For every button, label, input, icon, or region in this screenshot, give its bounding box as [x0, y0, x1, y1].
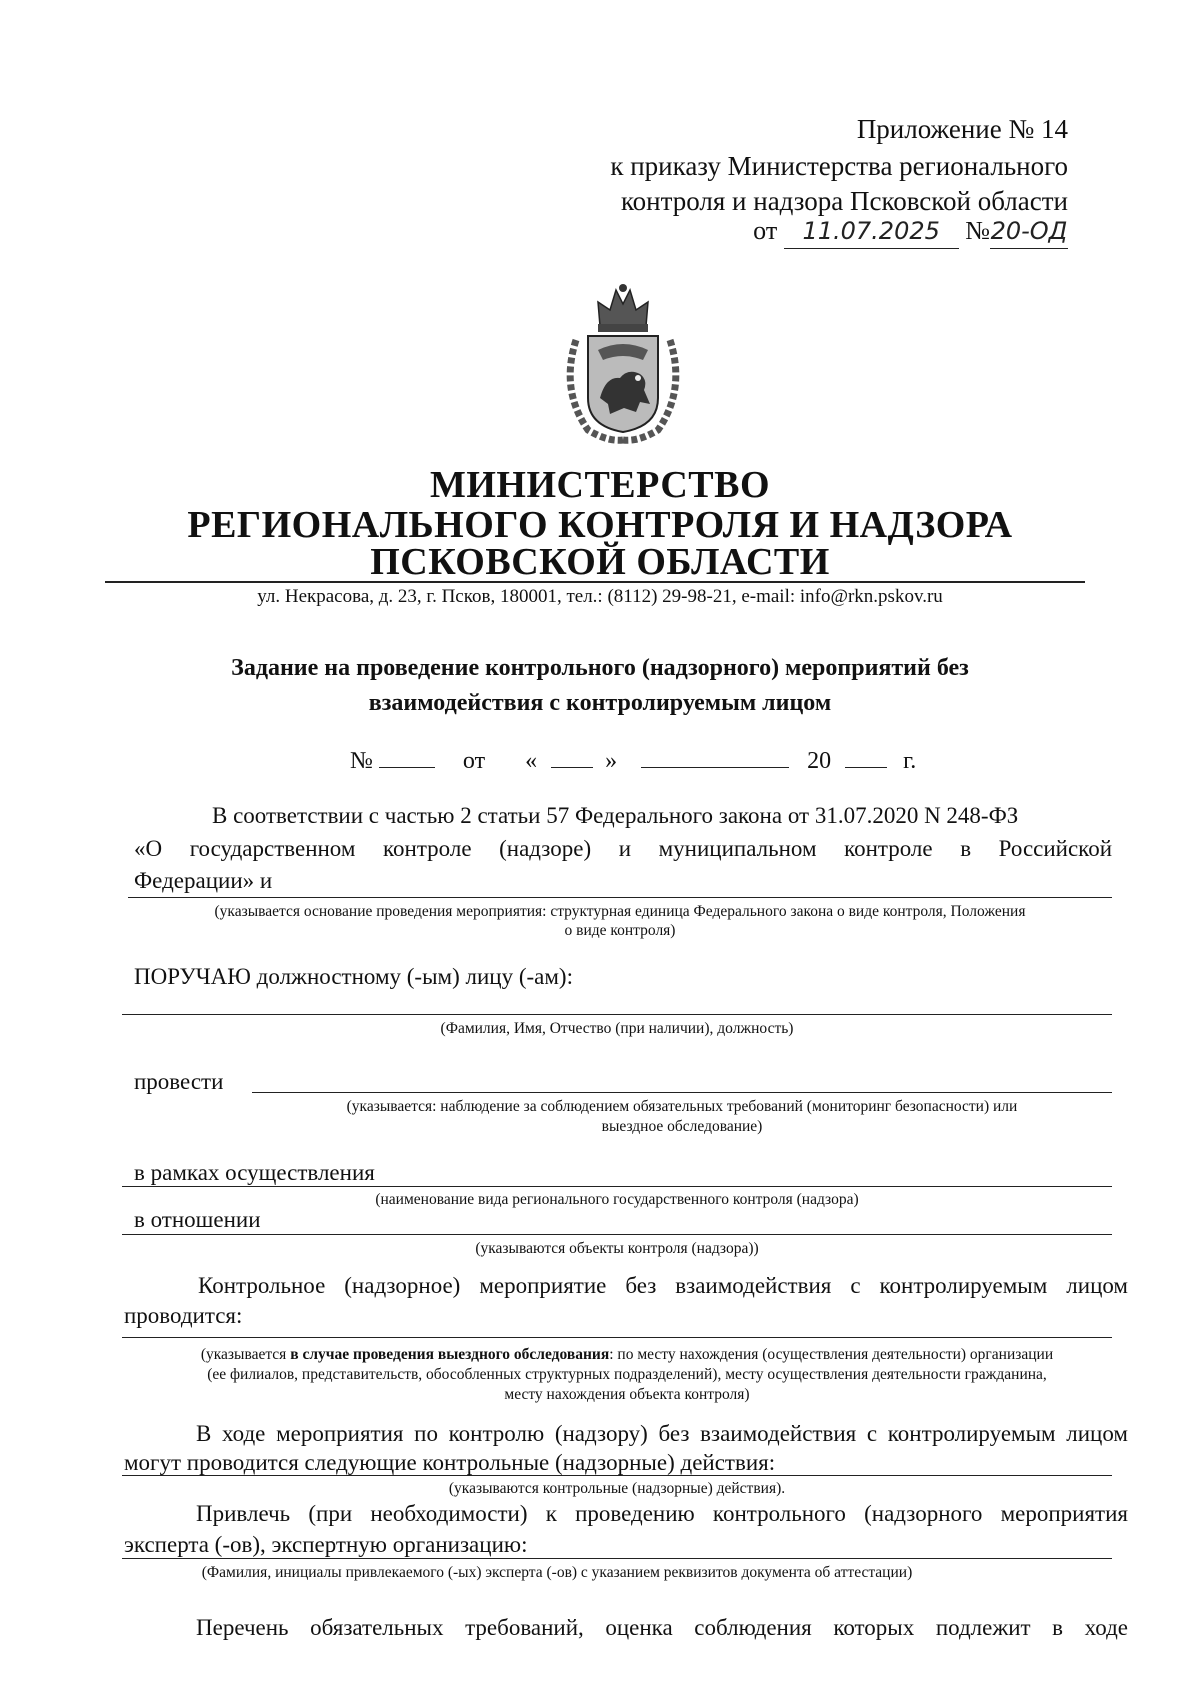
- conduct-caption1: (указывается: наблюдение за соблюдением обязательных требований (мониторинг безопасности) или: [346, 1098, 1018, 1115]
- doc-number-date-line: [350, 745, 916, 775]
- conduct-caption2: выездное обследование): [601, 1118, 763, 1135]
- ministry-title-line2: РЕГИОНАЛЬНОГО КОНТРОЛЯ И НАДЗОРА: [187, 504, 1013, 546]
- appendix-number: Приложение № 14: [856, 114, 1068, 144]
- document-title-line1: Задание на проведение контрольного (надзорного) мероприятий без: [231, 655, 969, 681]
- p2-caption1-bold: в случае проведения выездного обследования: [290, 1346, 610, 1363]
- quote-open: «: [525, 748, 538, 774]
- day-blank: [551, 745, 593, 768]
- header-divider: [105, 581, 1085, 583]
- regarding-caption: (указываются объекты контроля (надзора)): [475, 1240, 759, 1257]
- within-fill-line: [122, 1186, 1112, 1187]
- assign-label: ПОРУЧАЮ должностному (-ым) лицу (-ам):: [134, 964, 573, 989]
- p2-line2: проводится:: [124, 1303, 243, 1328]
- assign-caption: (Фамилия, Имя, Отчество (при наличии), должность): [440, 1020, 794, 1037]
- p1-line2: «О государственном контроле (надзоре) и муниципальном контроле в Российской: [134, 836, 1112, 861]
- number-prefix: №: [965, 216, 990, 245]
- month-blank: [641, 745, 789, 768]
- p4-line1: Привлечь (при необходимости) к проведению контрольного (надзорного мероприятия: [196, 1501, 1128, 1526]
- document-title-line2: взаимодействия с контролируемым лицом: [368, 690, 832, 716]
- p3-caption: (указываются контрольные (надзорные) действия).: [448, 1480, 786, 1497]
- handwritten-number: 20-ОД: [990, 214, 1068, 249]
- quote-close: »: [605, 748, 618, 774]
- within-caption: (наименование вида регионального государственного контроля (надзора): [375, 1191, 859, 1208]
- within-label: в рамках осуществления: [134, 1160, 375, 1185]
- p1-line3: Федерации» и: [134, 868, 273, 893]
- year-suffix: г.: [903, 748, 917, 774]
- p1-caption2: о виде контроля): [564, 922, 676, 939]
- p2-caption1: [122, 1346, 1132, 1364]
- pskov-coat-of-arms-icon: [558, 280, 688, 446]
- p3-line1: В ходе мероприятия по контролю (надзору) без взаимодействия с контролируемым лицом: [196, 1421, 1128, 1446]
- p2-fill-line: [122, 1337, 1112, 1338]
- p1-fill-line: [128, 897, 1112, 898]
- p2-line1: Контрольное (надзорное) мероприятие без взаимодействия с контролируемым лицом: [198, 1273, 1128, 1298]
- ministry-title-line1: МИНИСТЕРСТВО: [429, 464, 771, 506]
- handwritten-date: 11.07.2025: [784, 214, 959, 249]
- p2-caption1-b: : по месту нахождения (осуществления деятельности) организации: [609, 1346, 1054, 1363]
- number-blank: [379, 745, 435, 768]
- p3-line2: могут проводится следующие контрольные (надзорные) действия:: [124, 1450, 776, 1475]
- p4-caption: (Фамилия, инициалы привлекаемого (-ых) эксперта (-ов) с указанием реквизитов документа об аттестации): [201, 1564, 913, 1581]
- p1-caption1: (указывается основание проведения мероприятия: структурная единица Федерального закона о виде контроля, Положения: [214, 903, 1026, 920]
- appendix-order-line: к приказу Министерства регионального: [610, 151, 1068, 181]
- regarding-fill-line: [122, 1234, 1112, 1235]
- p4-fill-line: [122, 1558, 1112, 1559]
- ministry-address: ул. Некрасова, д. 23, г. Псков, 180001, тел.: (8112) 29-98-21, e-mail: info@rkn.pskov.ru: [257, 586, 943, 607]
- conduct-fill-line: [252, 1092, 1112, 1093]
- from-label: от: [462, 748, 486, 774]
- p2-caption3: месту нахождения объекта контроля): [504, 1386, 750, 1403]
- p4-line2: эксперта (-ов), экспертную организацию:: [124, 1532, 528, 1557]
- p3-fill-line: [122, 1475, 1112, 1476]
- number-label: №: [350, 748, 373, 774]
- conduct-label: провести: [134, 1069, 224, 1094]
- appendix-ministry-line: контроля и надзора Псковской области: [620, 186, 1068, 216]
- year-blank: [845, 745, 887, 768]
- date-prefix: от: [753, 216, 778, 245]
- p5-line1: Перечень обязательных требований, оценка соблюдения которых подлежит в ходе: [196, 1615, 1128, 1640]
- regarding-label: в отношении: [134, 1207, 261, 1232]
- p2-caption2: (ее филиалов, представительств, обособленных структурных подразделений), месту осуществления деятельности гражданина,: [207, 1366, 1047, 1383]
- assign-fill-line: [122, 1014, 1112, 1015]
- p2-caption1-a: (указывается: [200, 1346, 291, 1363]
- ministry-title-line3: ПСКОВСКОЙ ОБЛАСТИ: [370, 541, 830, 583]
- year-prefix: 20: [807, 748, 832, 774]
- appendix-date-line: [753, 214, 1068, 249]
- p1-line1: В соответствии с частью 2 статьи 57 Федерального закона от 31.07.2020 N 248-ФЗ: [212, 803, 1019, 828]
